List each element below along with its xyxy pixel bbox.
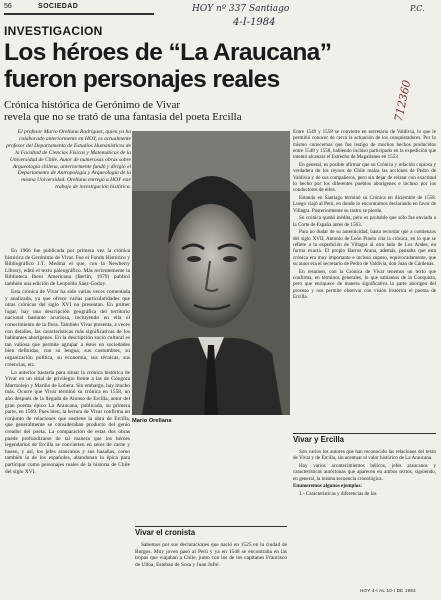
paragraph: Entre 1549 y 1558 se convierte en secretario de Valdivia, lo que le permitió conocer de cerca la actuación de los conquistadores. Por lo mismo conocemos que fue testigo de muchos hechos producidos entre 1548 y 1558, habiendo incluso participado en la expedición que intentó alcanzar el Estrecho de Magallanes en 1553. — [293, 129, 436, 161]
paragraph: En resumen, con la Crónica de Vivar tenemos un texto que confirma, en términos generales, lo que sabíamos de la Conquista, pero que enriquece de manera significativa la parte aborigen del proceso y nos permite observar con visión histórica el poema de Ercilla. — [293, 268, 436, 300]
paragraph: Estando en Santiago terminó su Crónica en diciembre de 1558. Luego viajó al Perú, en donde lo encontramos declarando en favor de Villagra. Posteriormente su rastro se pierde. — [293, 194, 436, 214]
paragraph: Son varios los autores que han reconocido las relaciones del texto de Vivar y de Ercilla, sin acentuar el valor histórico de La Araucana. — [293, 449, 436, 462]
photo-caption: Mario Orellana — [132, 418, 172, 424]
article-kicker: INVESTIGACION — [4, 24, 103, 38]
article-column-2b — [135, 542, 287, 570]
article-deck-line1: Crónica histórica de Gerónimo de Vivar — [4, 99, 180, 111]
page-number: 56 — [4, 3, 12, 10]
subhead-rule — [293, 433, 436, 434]
paragraph: Sabemos por sus declaraciones que nació en 1525 en la ciudad de Burgos. Muy joven pasó al Perú y ya en 1548 se encontraba en las tropas que viajaban a Chile, junto con los de los capitanes Francisco de Ulloa, Esteban de Sosa y Juan Jufré. — [135, 542, 287, 568]
enumeration-label: Enumeremos algunos ejemplos: — [293, 483, 362, 490]
page-footer: HOY 4-I AL 10-I DE 1984 — [360, 588, 416, 593]
handwritten-date: 4-I-1984 — [233, 17, 276, 28]
article-deck-line2: revela que no se trató de una fantasía del poeta Ercilla — [4, 111, 242, 123]
article-title-line1: Los héroes de “La Araucana” — [4, 39, 332, 66]
subhead-rule — [135, 526, 287, 527]
section-label: SOCIEDAD — [38, 3, 79, 10]
paragraph: En 1966 fue publicada por primera vez la crónica histórica de Gerónimo de Vivar. Fue el Fondo Histórico y Bibliográfico J.T. Medina el que, con la Newberry Library, editó el texto paleográfico. Más recientemente la Biblioteca Ibero Americana (Berlín, 1979) publicó también una edición de Leopoldo Sáez-Godoy. — [5, 248, 130, 287]
article-column-2 — [135, 428, 287, 430]
stamp-number: 712360 — [392, 78, 414, 123]
enumeration-item: 1.- Características y diferencias de los — [299, 491, 377, 498]
paragraph: En general, es posible afirmar que su Crónica y relación copiosa y verdadera de los reynos de Chile realza las acciones de Pedro de Valdivia y de sus compañeros, pero sin dejar de relatar con exactitud lo hecho por los diferentes pueblos aborígenes e incluso por los conductores de ellos. — [293, 161, 436, 194]
paragraph: Su crónica quedó inédita, pero es probable que sólo fue enviada a la Corte de España antes de 1563. — [293, 215, 436, 228]
author-intro: El profesor Mario Orellana Rodríguez, quien ya ha colaborado anteriormente en HOY, es actualmente profesor del Departamento de Estudios Humanísticos de la Facultad de Ciencias Físicas y Matemáticas de la Universidad de Chile. Autor de numerosas obras sobre Arqueología chilena, anteriormente fundó y dirigió el Departamento de Antropología y Arqueología de la misma Universidad. Orellana entregó a HOY este trabajo de investigación histórica. — [6, 129, 131, 191]
author-photo — [132, 131, 290, 415]
paragraph: Lo anterior bastaría para situar la crónica histórica de Vivar en un sitial de privilegio frente a las de Góngora Marmolejo y Mariño de Lobera. Sin embargo, hay mucho más. Ocurre que Vivar terminó su crónica en 1558, un año después de la llegada de Alonso de Ercilla, autor del gran poema épico La Araucana, publicada, su primera parte, en 1569. Pues bien, la lectura de Vivar confirma un conjunto de relaciones que sostiene la obra de Ercilla, que generalmente se consideraban producto del genio creador del poeta. La comparación de estas dos obras puede profundizarse de tal manera que los héroes legendarios de Ercilla se convierten en seres de carne y hueso, y así, los jefes araucanos y sus hazañas, como también la de los españoles, abandonan la épica para participar como personajes reales de la historia de Chile del siglo XVI. — [5, 369, 130, 475]
handwritten-corner: P.C. — [410, 4, 425, 13]
header-rule — [4, 13, 154, 15]
article-column-3 — [293, 129, 436, 302]
paragraph: Para no dudar de su autenticidad, basta recordar que a comienzos del siglo XVII, Antonio de León Pinelo cita la crónica, en lo que se refiere a la expedición de Villagra al otro lado de Los Andes, en forma exacta. El propio Barros Arana, además, pensaba que esta crónica era muy importante e incluso supuso, equivocadamente, que su autor era el secretario de Pedro de Valdivia, don Juan de Cárdenas. — [293, 229, 436, 267]
article-column-1 — [5, 248, 130, 477]
handwritten-source: HOY nº 337 Santiago — [192, 4, 290, 14]
subhead-vivar-cronista: Vivar el cronista — [135, 528, 196, 537]
paragraph: Esta crónica de Vivar ha sido varias veces comentada y analizada, ya que ofrece varias particularidades que otras crónicas del siglo XVI no presentan. En primer lugar, hay una descripción geográfica del territorio nacional bastante acuciosa, incluyendo en ella el conocimiento de la flora. También Vivar presenta, a veces con detalles, las características más significativas de los habitantes aborígenes. En la descripción socio cultural es tan valiosa que permite agrupar a éstos en sociedades bien definidas, con su lengua, sus costumbres, su organización política, su economía, sus técnicas, sus creencias, etc. — [5, 289, 130, 368]
paragraph: Hay varios acontecimientos bélicos, jefes araucanos y características autóctonas que aparecen en ambos textos, siguiendo, en general, la misma secuencia cronológica. — [293, 463, 436, 482]
article-title-line2: fueron personajes reales — [4, 66, 280, 93]
article-column-3b — [293, 449, 436, 499]
subhead-vivar-ercilla: Vivar y Ercilla — [293, 435, 345, 444]
